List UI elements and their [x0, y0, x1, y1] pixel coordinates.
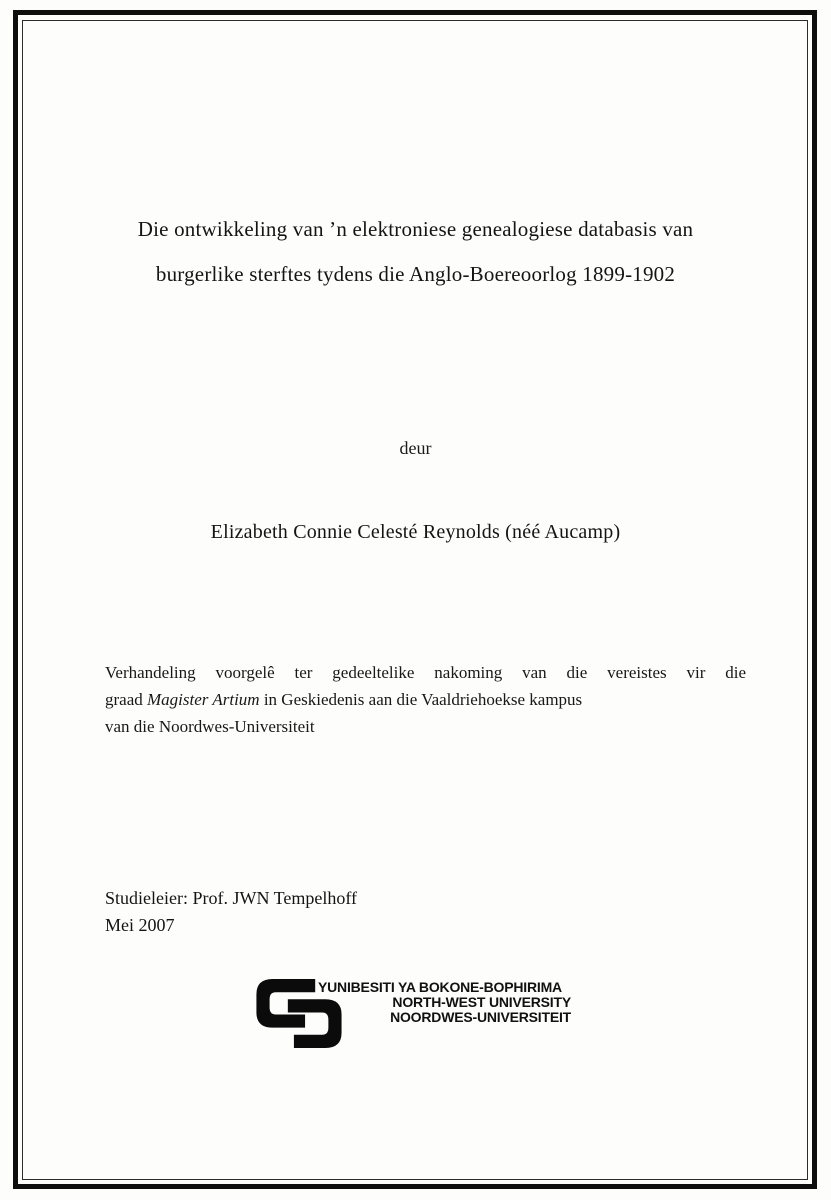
logo-text-afrikaans: NOORDWES-UNIVERSITEIT [390, 1009, 571, 1025]
date-line: Mei 2007 [105, 915, 175, 935]
title-line-1: Die ontwikkeling van ’n elektroniese genealogiese databasis van [137, 217, 694, 241]
statement-line-2 [105, 686, 746, 713]
statement-line-2-pre: graad [105, 690, 148, 709]
byline-prefix: deur [399, 438, 432, 458]
statement-line-2-post: in Geskiedenis aan die Vaaldriehoekse kampus [259, 690, 583, 709]
author-name: Elizabeth Connie Celesté Reynolds (néé Aucamp) [210, 521, 621, 543]
submission-statement [105, 659, 746, 740]
page-title [60, 207, 771, 297]
title-line-2: burgerlike sterftes tydens die Anglo-Boereoorlog 1899-1902 [155, 262, 676, 286]
supervisor-line: Studieleier: Prof. JWN Tempelhoff [105, 888, 358, 908]
logo-text-english: NORTH-WEST UNIVERSITY [392, 994, 571, 1010]
statement-line-1: Verhandeling voorgelê ter gedeeltelike nakoming van die vereistes vir die [105, 663, 746, 682]
degree-name: Magister Artium [147, 690, 260, 709]
supervisor-date-block [105, 885, 357, 939]
logo-text-setswana: YUNIBESITI YA BOKONE-BOPHIRIMA [318, 979, 562, 995]
statement-line-3: van die Noordwes-Universiteit [105, 717, 315, 736]
